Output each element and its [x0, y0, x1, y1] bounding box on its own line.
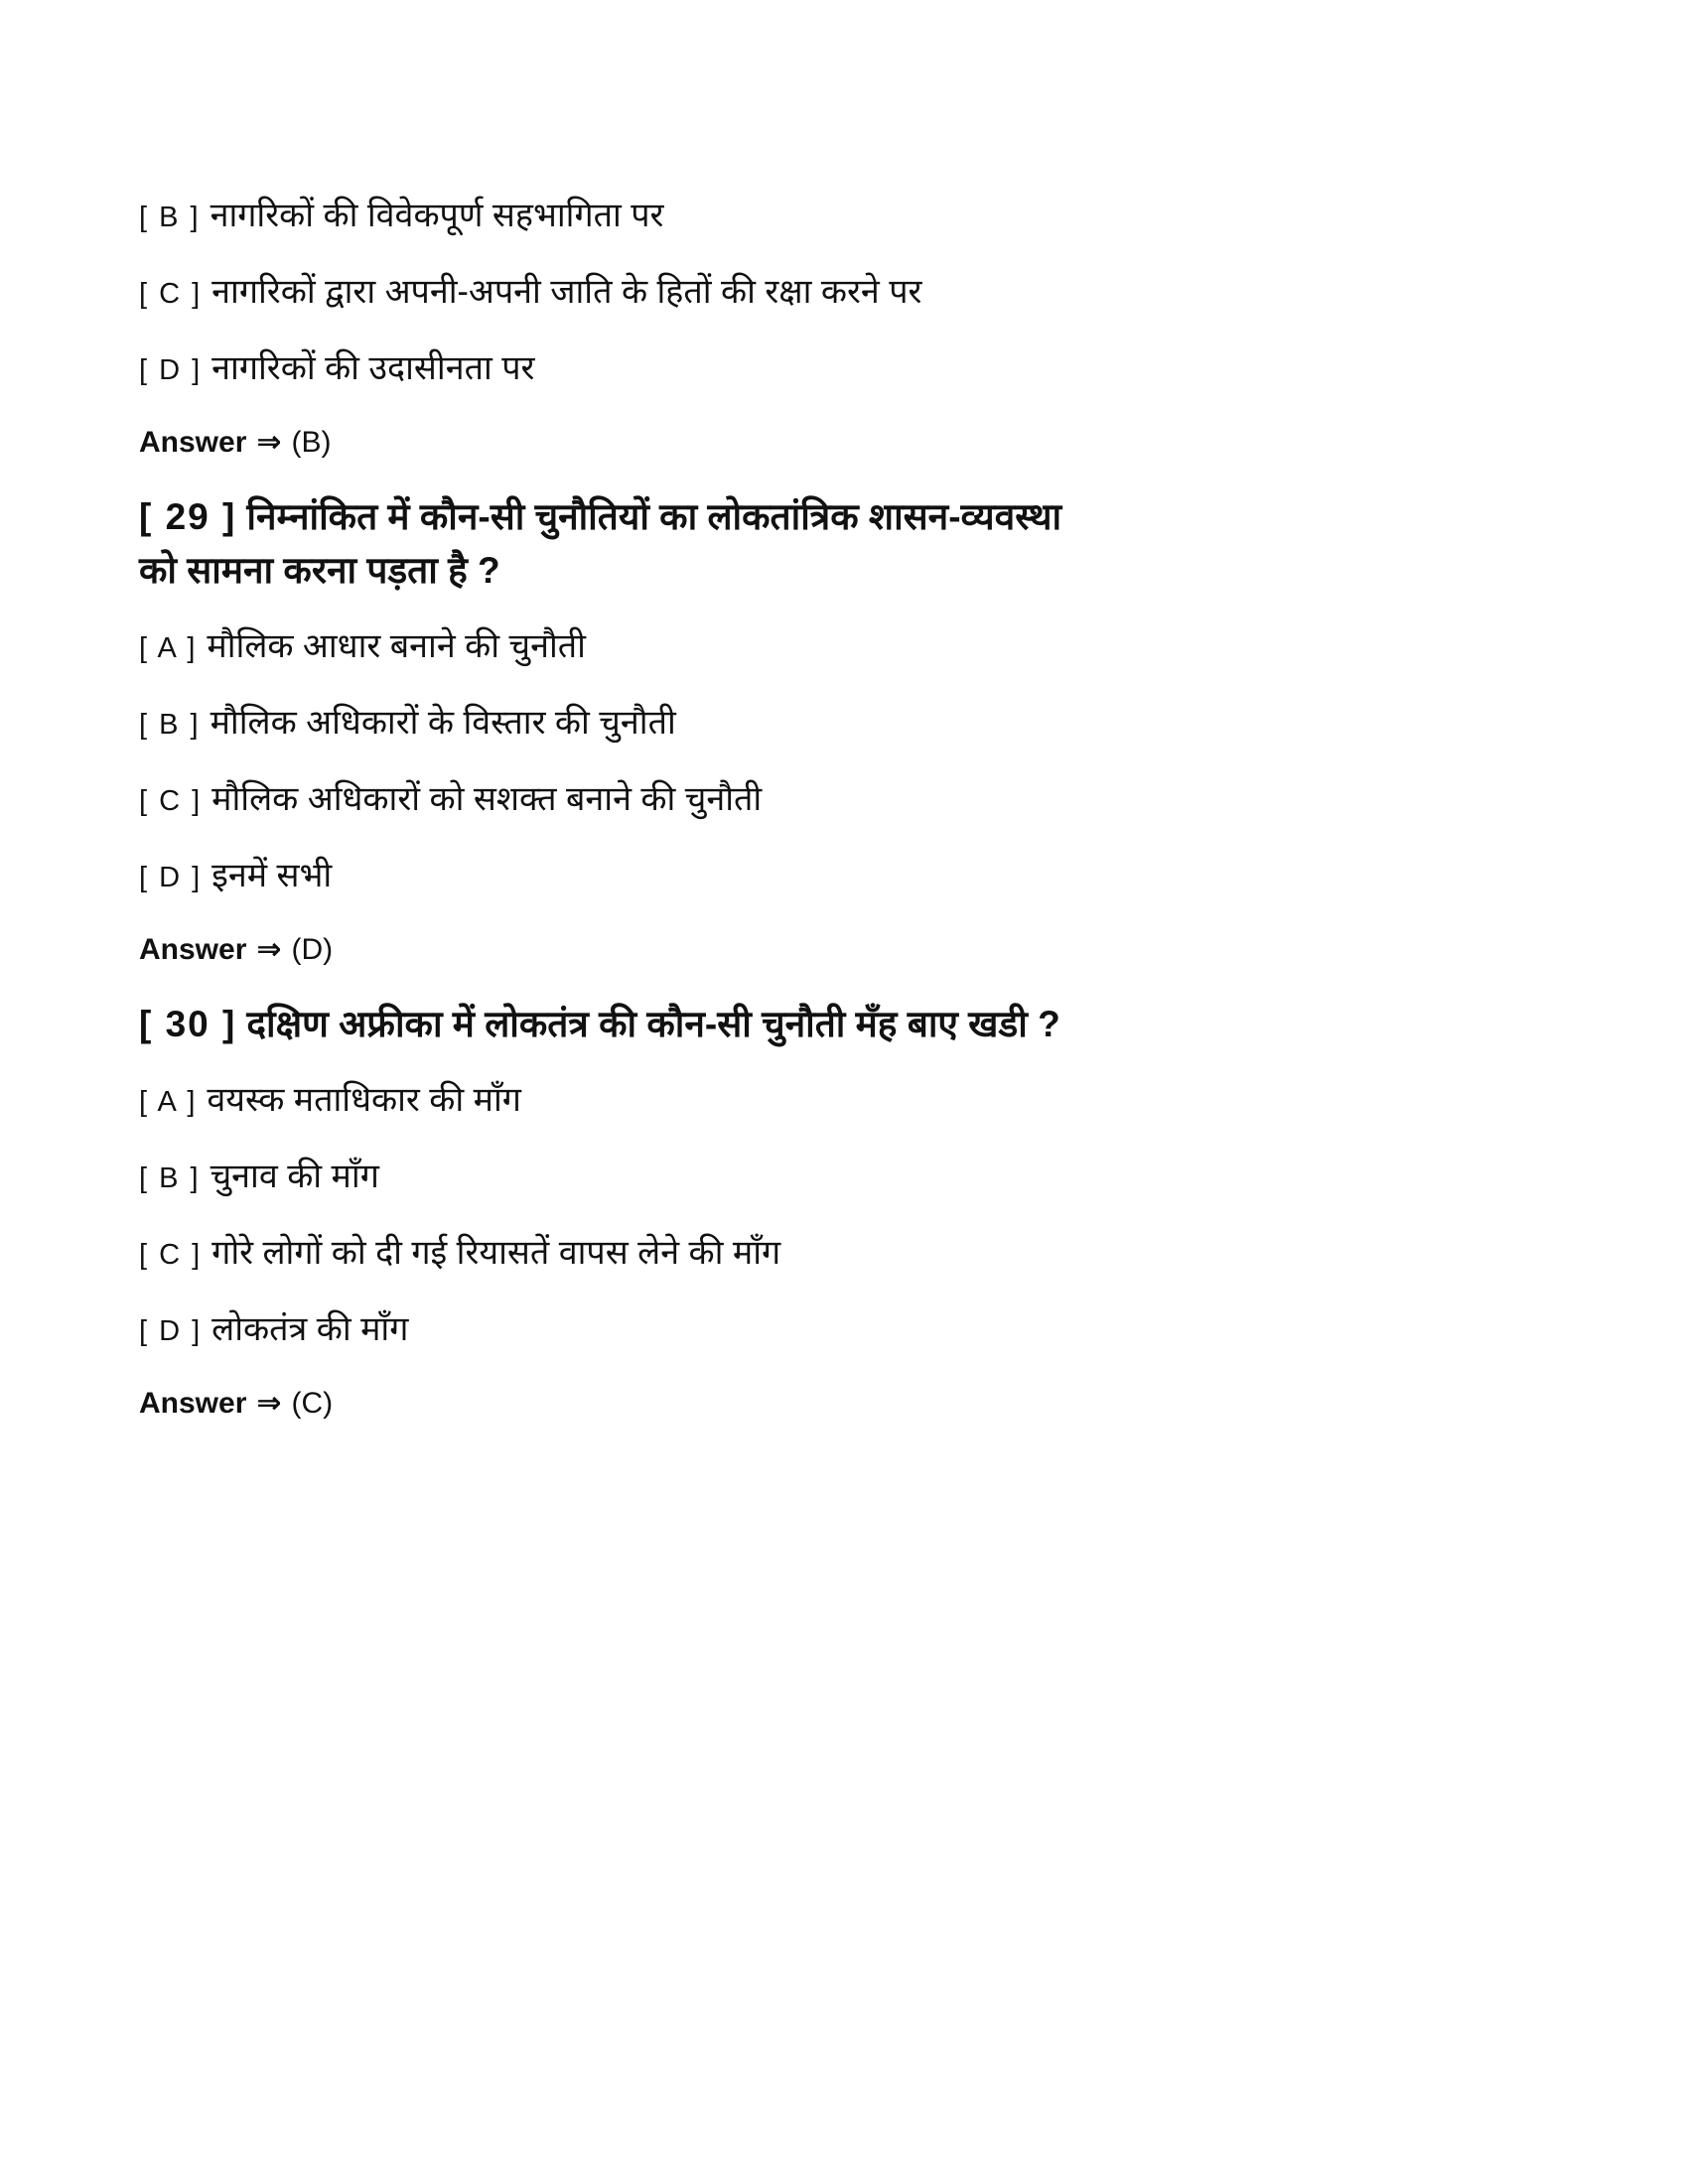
question-heading	[139, 998, 1072, 1051]
answer-row	[139, 1381, 1569, 1426]
question-text: निम्नांकित में कौन-सी चुनौतियों का लोकतांत्रिक शासन-व्यवस्था को सामना करना पड़ता है ?	[139, 496, 1062, 592]
option-label: [ D ]	[139, 354, 203, 386]
option-text: मौलिक अधिकारों को सशक्त बनाने की चुनौती	[211, 780, 763, 819]
option-text: नागरिकों द्वारा अपनी-अपनी जाति के हितों की रक्षा करने पर	[211, 273, 922, 311]
option-text: नागरिकों की उदासीनता पर	[211, 349, 535, 387]
answer-label: Answer	[139, 1387, 247, 1421]
option-row	[139, 1152, 1569, 1202]
option-label: [ D ]	[139, 1315, 203, 1348]
option-label: [ B ]	[139, 709, 201, 742]
option-text: नागरिकों की विवेकपूर्ण सहभागिता पर	[210, 197, 664, 234]
option-text: चुनाव की माँग	[210, 1158, 379, 1196]
answer-value: (C)	[291, 1387, 334, 1421]
option-row	[139, 698, 1569, 749]
option-row	[139, 1075, 1569, 1126]
option-row	[139, 343, 1569, 394]
option-text: लोकतंत्र की माँग	[211, 1310, 409, 1349]
option-label: [ C ]	[139, 785, 203, 818]
option-row	[139, 621, 1569, 672]
option-text: इनमें सभी	[211, 857, 333, 895]
option-row	[139, 267, 1569, 318]
answer-label: Answer	[139, 933, 247, 967]
option-row	[139, 851, 1569, 901]
answer-value: (D)	[291, 933, 334, 967]
question-heading	[139, 490, 1072, 598]
option-text: मौलिक आधार बनाने की चुनौती	[207, 627, 586, 666]
option-row	[139, 1228, 1569, 1279]
answer-row	[139, 927, 1569, 972]
answer-value: (B)	[291, 426, 332, 459]
question-text: दक्षिण अफ्रीका में लोकतंत्र की कौन-सी चुनौती मँह बाए खडी ?	[246, 1004, 1060, 1045]
option-text: गोरे लोगों को दी गई रियासतें वापस लेने की माँग	[211, 1234, 781, 1273]
option-text: मौलिक अधिकारों के विस्तार की चुनौती	[210, 704, 676, 743]
question-number: [ 29 ]	[139, 496, 237, 537]
option-label: [ B ]	[139, 1162, 201, 1195]
question-number: [ 30 ]	[139, 1004, 237, 1045]
answer-arrow-icon: ⇒	[256, 426, 282, 459]
option-text: वयस्क मताधिकार की माँग	[207, 1081, 521, 1120]
option-label: [ D ]	[139, 862, 203, 894]
answer-label: Answer	[139, 426, 247, 459]
option-label: [ C ]	[139, 278, 203, 310]
answer-arrow-icon: ⇒	[256, 1387, 282, 1421]
answer-arrow-icon: ⇒	[256, 933, 282, 967]
option-row	[139, 1304, 1569, 1355]
answer-row	[139, 420, 1569, 465]
option-label: [ A ]	[139, 1086, 198, 1119]
option-label: [ B ]	[139, 202, 201, 233]
option-row	[139, 774, 1569, 825]
option-label: [ A ]	[139, 632, 198, 665]
option-label: [ C ]	[139, 1239, 203, 1272]
option-row	[139, 191, 1569, 241]
